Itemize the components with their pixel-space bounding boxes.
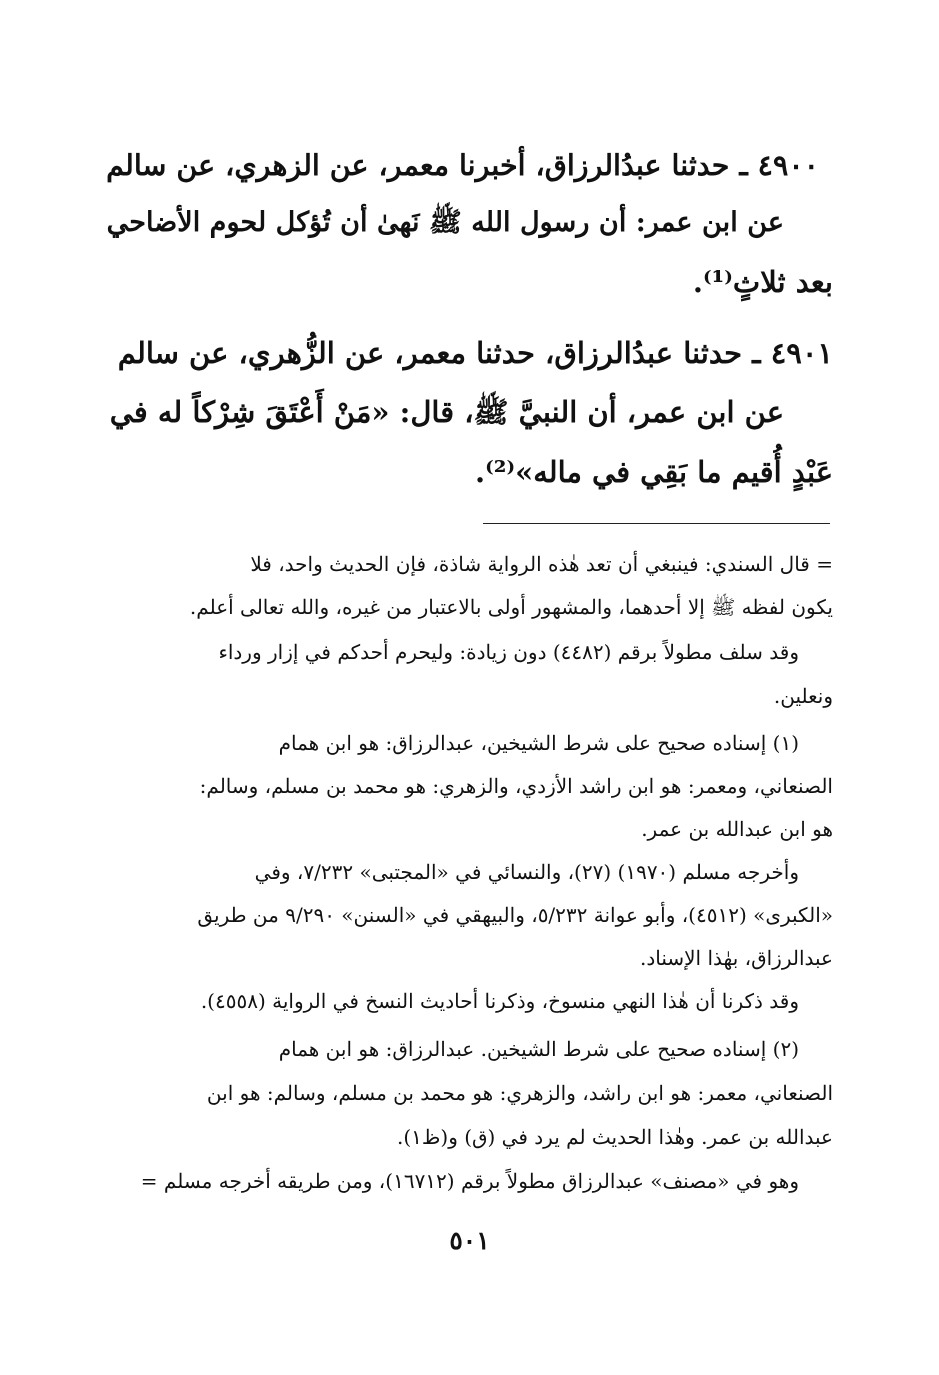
footnote-line: يكون لفظه ﷺ إلا أحدهما، والمشهور أولى بالاعتبار من غيره، والله تعالى أعلم. [189,595,833,619]
page-number: ٥٠١ [449,1226,490,1255]
footnote-2-line: (٢) إسناده صحيح على شرط الشيخين. عبدالرزاق: هو ابن همام [278,1037,799,1061]
footnote-1-line: وقد ذكرنا أن هٰذا النهي منسوخ، وذكرنا أحاديث النسخ في الرواية (٤٥٥٨). [200,989,799,1013]
footnote-1-line: عبدالرزاق، بهٰذا الإسناد. [639,946,833,970]
footnote-2-line: وهو في «مصنف» عبدالرزاق مطولاً برقم (١٦٧١٢)، ومن طريقه أخرجه مسلم = [140,1169,799,1193]
footnote-1-line: هو ابن عبدالله بن عمر. [641,817,833,841]
footnote-line: وقد سلف مطولاً برقم (٤٤٨٢) دون زيادة: وليحرم أحدكم في إزار ورداء [218,640,799,664]
footnote-1-line: (١) إسناده صحيح على شرط الشيخين، عبدالرزاق: هو ابن همام [278,731,799,755]
footnote-line: = قال السندي: فينبغي أن تعد هٰذه الرواية شاذة، فإن الحديث واحد، فلا [250,552,833,576]
footnote-1-line: الصنعاني، ومعمر: هو ابن راشد الأزدي، والزهري: هو محمد بن مسلم، وسالم: [199,774,833,798]
hadith-4900-line-3: بعد ثلاثٍ⁽¹⁾. [692,265,833,299]
footnote-2-line: عبدالله بن عمر. وهٰذا الحديث لم يرد في (ق) و(ظ١). [396,1125,833,1149]
footnote-2-line: الصنعاني، معمر: هو ابن راشد، والزهري: هو محمد بن مسلم، وسالم: هو ابن [206,1081,833,1105]
hadith-4901-line-2: عن ابن عمر، أن النبيَّ ﷺ، قال: «مَنْ أَعْتَقَ شِرْكاً له في [109,395,784,429]
hadith-4900-line-1: ٤٩٠٠ ـ حدثنا عبدُالرزاق، أخبرنا معمر، عن الزهري، عن سالم [106,148,819,182]
footnote-line: ونعلين. [773,684,833,708]
hadith-4900-line-2: عن ابن عمر: أن رسول الله ﷺ نَهىٰ أن تُؤكل لحوم الأضاحي [106,207,784,238]
hadith-4901-line-1: ٤٩٠١ ـ حدثنا عبدُالرزاق، حدثنا معمر، عن الزُّهري، عن سالم [117,336,833,370]
footnote-divider [483,523,830,524]
hadith-4901-line-3: عَبْدٍ أُقيم ما بَقِي في ماله»⁽²⁾. [475,455,833,489]
footnote-1-line: «الكبرى» (٤٥١٢)، وأبو عوانة ٥/٢٣٢، والبيهقي في «السنن» ٩/٢٩٠ من طريق [197,903,833,927]
footnote-1-line: وأخرجه مسلم (١٩٧٠) (٢٧)، والنسائي في «المجتبى» ٧/٢٣٢، وفي [254,860,799,884]
